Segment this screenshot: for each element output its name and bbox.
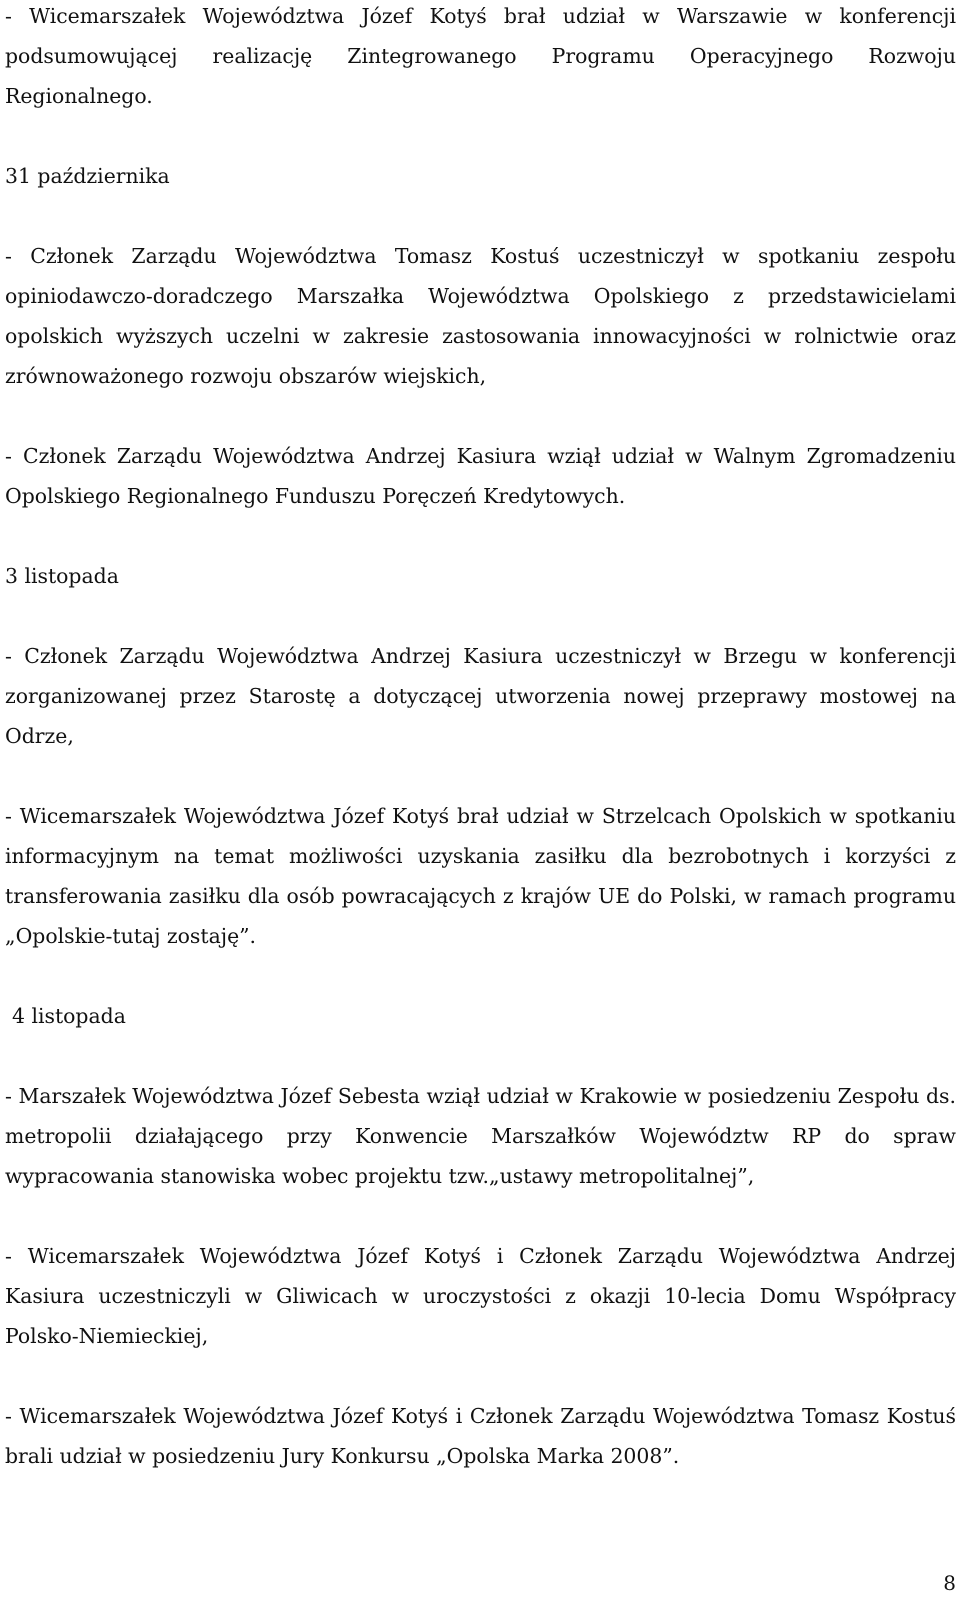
- paragraph-zporr-conference: - Wicemarszałek Województwa Józef Kotyś brał udział w Warszawie w konferencji podsumowującej realizację Zintegrowanego Programu Operacyjnego Rozwoju Regionalnego.: [5, 4, 956, 108]
- paragraph-benefits-meeting: - Wicemarszałek Województwa Józef Kotyś brał udział w Strzelcach Opolskich w spotkaniu informacyjnym na temat możliwości uzyskania zasiłku dla bezrobotnych i korzyści z transferowania zasiłku dla osób powracających z krajów UE do Polski, w ramach programu „Opolskie-tutaj zostaję”.: [5, 804, 956, 948]
- paragraph-opolska-marka-jury: - Wicemarszałek Województwa Józef Kotyś i Członek Zarządu Województwa Tomasz Kostuś brali udział w posiedzeniu Jury Konkursu „Opolska Marka 2008”.: [5, 1404, 956, 1468]
- date-heading-31-october: 31 października: [5, 164, 170, 188]
- page-number: 8: [943, 1571, 956, 1595]
- document-body: [5, 0, 956, 1516]
- paragraph-gliwice-anniversary: - Wicemarszałek Województwa Józef Kotyś i Członek Zarządu Województwa Andrzej Kasiura uczestniczyli w Gliwicach w uroczystości z okazji 10-lecia Domu Współpracy Polsko-Niemieckiej,: [5, 1244, 956, 1348]
- paragraph-innovation-meeting: - Członek Zarządu Województwa Tomasz Kostuś uczestniczył w spotkaniu zespołu opiniodawczo-doradczego Marszałka Województwa Opolskiego z przedstawicielami opolskich wyższych uczelni w zakresie zastosowania innowacyjności w rolnictwie oraz zrównoważonego rozwoju obszarów wiejskich,: [5, 244, 956, 388]
- paragraph-bridge-conference: - Członek Zarządu Województwa Andrzej Kasiura uczestniczył w Brzegu w konferencji zorganizowanej przez Starostę a dotyczącej utworzenia nowej przeprawy mostowej na Odrze,: [5, 644, 956, 748]
- paragraph-credit-fund-assembly: - Członek Zarządu Województwa Andrzej Kasiura wziął udział w Walnym Zgromadzeniu Opolskiego Regionalnego Funduszu Poręczeń Kredytowych.: [5, 444, 956, 508]
- date-heading-4-november: 4 listopada: [12, 1004, 126, 1028]
- paragraph-metropolis-team: - Marszałek Województwa Józef Sebesta wziął udział w Krakowie w posiedzeniu Zespołu ds. metropolii działającego przy Konwencie Marszałków Województw RP do spraw wypracowania stanowiska wobec projektu tzw.„ustawy metropolitalnej”,: [5, 1084, 956, 1188]
- date-heading-3-november: 3 listopada: [5, 564, 119, 588]
